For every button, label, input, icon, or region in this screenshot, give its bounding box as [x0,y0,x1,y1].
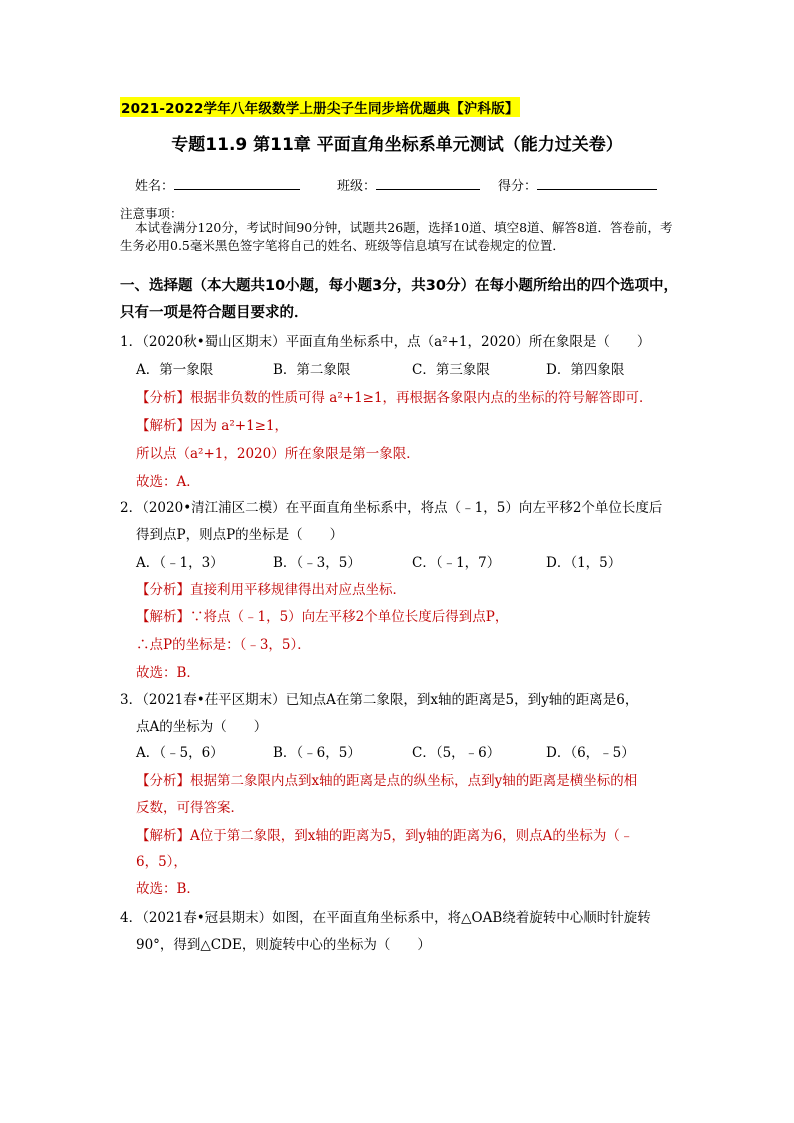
q2-option-d: D．（1，5） [546,555,622,571]
q2-solution [136,605,508,625]
document-banner: 2021-2022学年八年级数学上册尖子生同步培优题典【沪科版】 [120,97,520,117]
q2-analysis-tag: 【分析】 [136,582,190,598]
q1-solution-line2: 所以点（a²+1，2020）所在象限是第一象限． [136,446,420,462]
q3-analysis [136,769,637,789]
q3-option-b: B．（﹣6，5） [273,745,361,761]
q3-analysis-line2: 反数，可得答案． [136,800,244,816]
q1-solution-text: 因为 a²+1≥1， [190,418,289,434]
q3-solution-text: A位于第二象限，到x轴的距离为5，到y轴的距离为6，则点A的坐标为（﹣ [190,828,634,844]
q1-option-b: B．第二象限 [273,362,351,378]
q2-analysis [136,578,406,598]
document-title: 专题11.9 第11章 平面直角坐标系单元测试（能力过关卷） [171,135,623,155]
q2-option-c: C．（﹣1，7） [412,555,501,571]
q3-stem-line1: 3．（2021春•茌平区期末）已知点A在第二象限，到x轴的距离是5，到y轴的距离是6， [120,692,639,708]
score-blank [537,176,657,190]
q1-solution-tag: 【解析】 [136,418,190,434]
q3-analysis-tag: 【分析】 [136,773,190,789]
q4-stem-line1: 4．（2021春•冠县期末）如图，在平面直角坐标系中，将△OAB绕着旋转中心顺时针旋转 [120,910,651,926]
q3-option-d: D．（6，﹣5） [546,745,635,761]
notes-title: 注意事项： [120,206,183,221]
q1-analysis-tag: 【分析】 [136,390,190,406]
q2-stem-line2: 得到点P，则点P的坐标是（ ） [136,527,344,543]
q1-analysis [136,386,653,406]
class-label: 班级： [337,179,377,194]
name-label: 姓名： [135,179,175,194]
q1-option-c: C．第三象限 [412,362,490,378]
q3-answer: 故选：B． [136,881,200,897]
section-heading: 一、选择题（本大题共10小题，每小题3分，共30分）在每小题所给出的四个选项中，只有一项是符合题目要求的． [120,278,678,321]
q1-analysis-text: 根据非负数的性质可得 a²+1≥1，再根据各象限内点的坐标的符号解答即可． [190,390,653,406]
class-blank [376,176,480,190]
score-field [498,175,657,194]
q2-solution-line2: ∴点P的坐标是：（﹣3，5）． [136,637,311,653]
q1-stem: 1．（2020秋•蜀山区期末）平面直角坐标系中，点（a²+1，2020）所在象限是（ ） [120,334,651,350]
q2-stem-line1: 2．（2020•清江浦区二模）在平面直角坐标系中，将点（﹣1，5）向左平移2个单位长度后 [120,500,663,516]
q2-solution-text: ∵将点（﹣1，5）向左平移2个单位长度后得到点P， [190,609,509,625]
q3-option-c: C．（5，﹣6） [412,745,501,761]
q3-solution-tag: 【解析】 [136,828,190,844]
q1-option-d: D．第四象限 [546,362,625,378]
name-blank [174,176,300,190]
q1-solution [136,414,288,434]
q2-answer: 故选：B． [136,665,200,681]
q2-option-a: A．（﹣1，3） [136,555,224,571]
class-field [337,175,480,194]
q3-solution-line2: 6，5）， [136,854,187,870]
name-field [135,175,300,194]
q2-option-b: B．（﹣3，5） [273,555,361,571]
q1-option-a: A．第一象限 [136,362,214,378]
q3-analysis-text: 根据第二象限内点到x轴的距离是点的纵坐标，点到y轴的距离是横坐标的相 [190,773,638,789]
notes-body: 本试卷满分120分，考试时间90分钟，试题共26题，选择10道、填空8道、解答8道．答卷前，考生务必用0.5毫米黑色签字笔将自己的姓名、班级等信息填写在试卷规定的位置． [120,220,673,253]
q2-analysis-text: 直接利用平移规律得出对应点坐标． [190,582,406,598]
q1-answer: 故选：A． [136,474,200,490]
q3-solution [136,824,633,844]
score-label: 得分： [498,179,538,194]
q3-stem-line2: 点A的坐标为（ ） [136,719,268,735]
q2-solution-tag: 【解析】 [136,609,190,625]
q4-stem-line2: 90°，得到△CDE，则旋转中心的坐标为（ ） [136,937,431,953]
q3-option-a: A．（﹣5，6） [136,745,224,761]
